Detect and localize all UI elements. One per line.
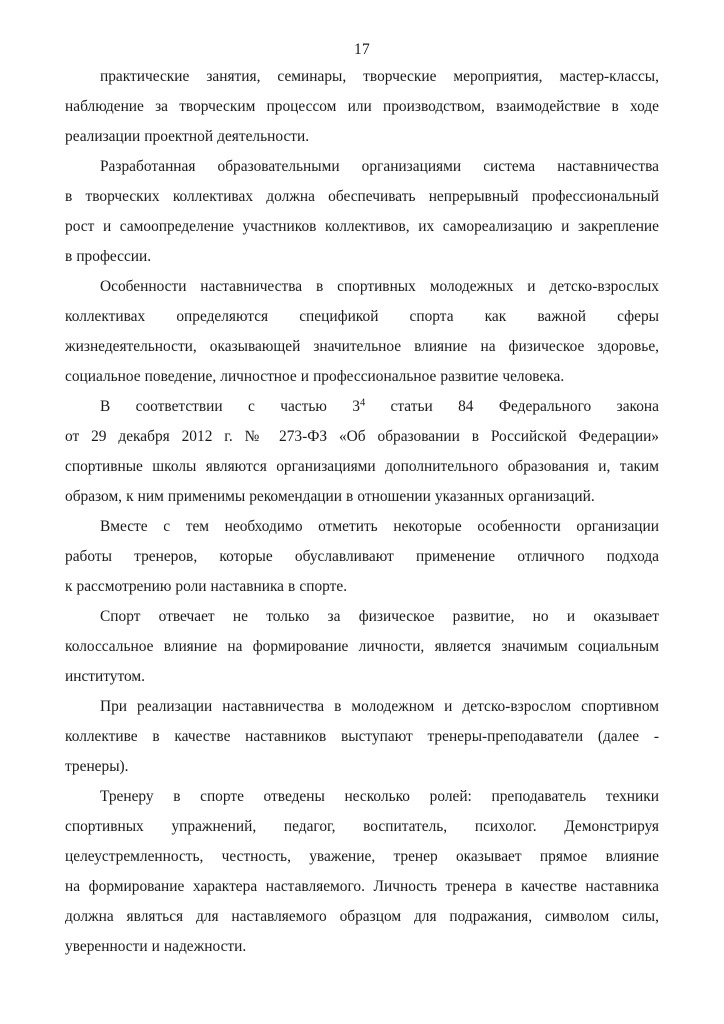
text-line: Вместе с тем необходимо отметить некоторые особенности организации: [100, 518, 659, 535]
citation-part-number: 3: [352, 398, 360, 415]
text-line: Особенности наставничества в спортивных молодежных и детско-взрослых: [100, 278, 659, 295]
text-line: в профессии.: [65, 248, 152, 265]
text-line: социальное поведение, личностное и профессиональное развитие человека.: [65, 368, 565, 385]
document-body: [65, 62, 659, 962]
text-line: от 29 декабря 2012 г. № 273-ФЗ «Об образовании в Российской Федерации»: [65, 428, 659, 445]
text-line: должна являться для наставляемого образцом для подражания, символом силы,: [65, 908, 659, 925]
text-line: Тренеру в спорте отведены несколько ролей: преподаватель техники: [100, 788, 659, 805]
paragraph: [65, 512, 659, 602]
text-line: колоссальное влияние на формирование личности, является значимым социальным: [65, 638, 659, 655]
text-line: жизнедеятельности, оказывающей значительное влияние на физическое здоровье,: [65, 338, 659, 355]
text-line: наблюдение за творческим процессом или производством, взаимодействие в ходе: [65, 98, 659, 115]
text-line: тренеры).: [65, 758, 129, 775]
paragraph: [65, 692, 659, 782]
text-line: Спорт отвечает не только за физическое развитие, но и оказывает: [100, 608, 659, 625]
text-line: коллективе в качестве наставников выступают тренеры-преподаватели (далее -: [65, 728, 659, 745]
text-line: на формирование характера наставляемого. Личность тренера в качестве наставника: [65, 878, 659, 895]
superscript-index: 4: [359, 397, 366, 409]
text-line: образом, к ним применимы рекомендации в отношении указанных организаций.: [65, 488, 595, 505]
text-line: рост и самоопределение участников коллективов, их самореализацию и закрепление: [65, 218, 659, 235]
paragraph-legal-citation: [65, 392, 659, 512]
text-line: В соответствии с частью $3^4$ статьи 84 Федерального закона: [100, 397, 659, 415]
text-line: коллективах определяются спецификой спорта как важной сферы: [65, 308, 659, 325]
text-line: спортивные школы являются организациями дополнительного образования и, таким: [65, 458, 659, 475]
paragraph: [65, 782, 659, 962]
text-line: При реализации наставничества в молодежном и детско-взрослом спортивном: [100, 698, 659, 715]
text-line: уверенности и надежности.: [65, 938, 247, 955]
paragraph: [65, 272, 659, 392]
text-line: практические занятия, семинары, творческие мероприятия, мастер-классы,: [100, 68, 659, 85]
text-line: целеустремленность, честность, уважение, тренер оказывает прямое влияние: [65, 848, 659, 865]
text-line: работы тренеров, которые обуславливают применение отличного подхода: [65, 548, 659, 565]
paragraph: [65, 152, 659, 272]
text-line: институтом.: [65, 668, 145, 685]
page-number: 17: [354, 41, 370, 58]
text-line: спортивных упражнений, педагог, воспитатель, психолог. Демонстрируя: [65, 818, 659, 835]
text-line: Разработанная образовательными организациями система наставничества: [100, 158, 659, 175]
paragraph: [65, 62, 659, 152]
paragraph: [65, 602, 659, 692]
text-line: реализации проектной деятельности.: [65, 128, 310, 145]
text-line: к рассмотрению роли наставника в спорте.: [65, 578, 348, 595]
text-line: в творческих коллективах должна обеспечивать непрерывный профессиональный: [65, 188, 659, 205]
